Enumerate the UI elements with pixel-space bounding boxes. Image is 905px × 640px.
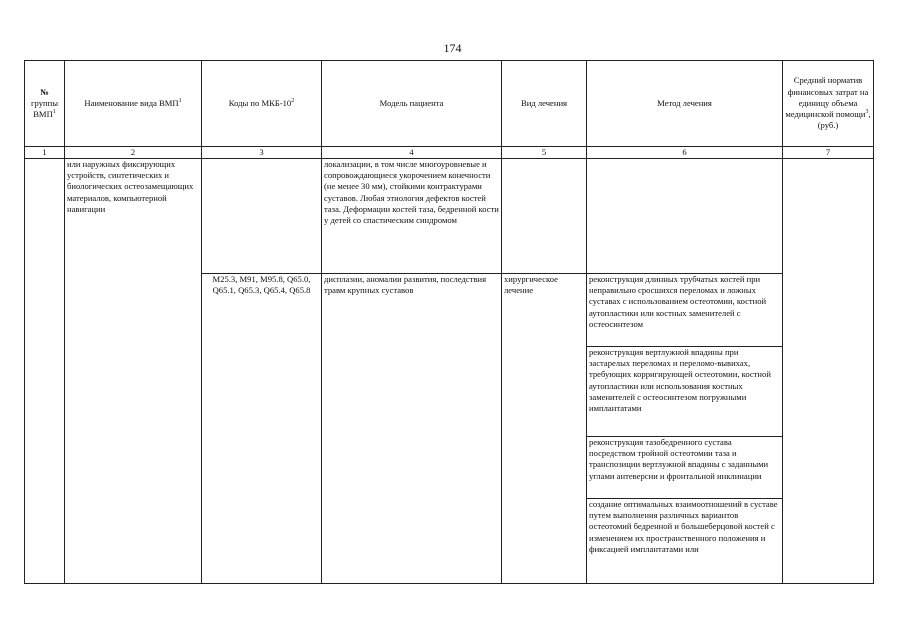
column-number-row	[25, 147, 874, 159]
treatment-type-cell	[502, 159, 587, 274]
col-number-6: 6	[587, 147, 783, 159]
header-vmp-name: Наименование вида ВМП$^1$	[65, 61, 202, 147]
col-number-4: 4	[322, 147, 502, 159]
col-number-3: 3	[202, 147, 322, 159]
vmp-name-cell: или наружных фиксирующих устройств, синтетических и биологических остеозамещающих материалов, компьютерной навигации	[65, 159, 202, 584]
icd-codes-cell: M25.3, M91, M95.8, Q65.0, Q65.1, Q65.3, Q65.4, Q65.8	[202, 274, 322, 584]
treatment-method-cell	[587, 159, 783, 274]
col-number-2: 2	[65, 147, 202, 159]
treatment-method-cell: реконструкция вертлужной впадины при застарелых переломах и переломо-вывихах, требующих корригирующей остеотомии, костной аутопластики или использования костных заменителей с остеосинтезом погружными имплантатами	[587, 347, 783, 437]
header-avg-cost: Средний норматив финансовых затрат на единицу объема медицинской помощи$^3$, (руб.)	[783, 61, 874, 147]
header-treatment-method: Метод лечения	[587, 61, 783, 147]
header-group-number: № группы ВМП$^1$	[25, 61, 65, 147]
treatment-method-cell: реконструкция длинных трубчатых костей при неправильно сросшихся переломах и ложных суставах с использованием остеотомии, костной аутопластики или костных заменителей с остеосинтезом	[587, 274, 783, 347]
avg-cost-cell	[783, 159, 874, 584]
col-number-7: 7	[783, 147, 874, 159]
patient-model-cell: дисплазии, аномалии развития, последствия травм крупных суставов	[322, 274, 502, 584]
header-icd-codes: Коды по МКБ-$10^2$	[202, 61, 322, 147]
header-patient-model: Модель пациента	[322, 61, 502, 147]
page-number: 174	[443, 41, 462, 55]
treatment-method-cell: создание оптимальных взаимоотношений в суставе путем выполнения различных вариантов остеотомий бедренной и большеберцовой костей с изменением их пространственного положения и фиксацией имплантатами или	[587, 499, 783, 584]
icd-codes-cell	[202, 159, 322, 274]
treatment-method-cell: реконструкция тазобедренного сустава посредством тройной остеотомии таза и транспозиции вертлужной впадины с заданными углами антеверсии и фронтальной инклинации	[587, 437, 783, 499]
header-treatment-type: Вид лечения	[502, 61, 587, 147]
col-number-1: 1	[25, 147, 65, 159]
vmp-table	[24, 60, 874, 584]
table-row	[25, 159, 874, 274]
header-row	[25, 61, 874, 147]
treatment-type-cell: хирургическое лечение	[502, 274, 587, 584]
col-number-5: 5	[502, 147, 587, 159]
group-number-cell	[25, 159, 65, 584]
patient-model-cell: локализации, в том числе многоуровневые и сопровождающиеся укорочением конечности (не менее 30 мм), стойкими контрактурами суставов. Любая этиология дефектов костей таза. Деформации костей таза, бедренной кости у детей со спастическим синдромом	[322, 159, 502, 274]
